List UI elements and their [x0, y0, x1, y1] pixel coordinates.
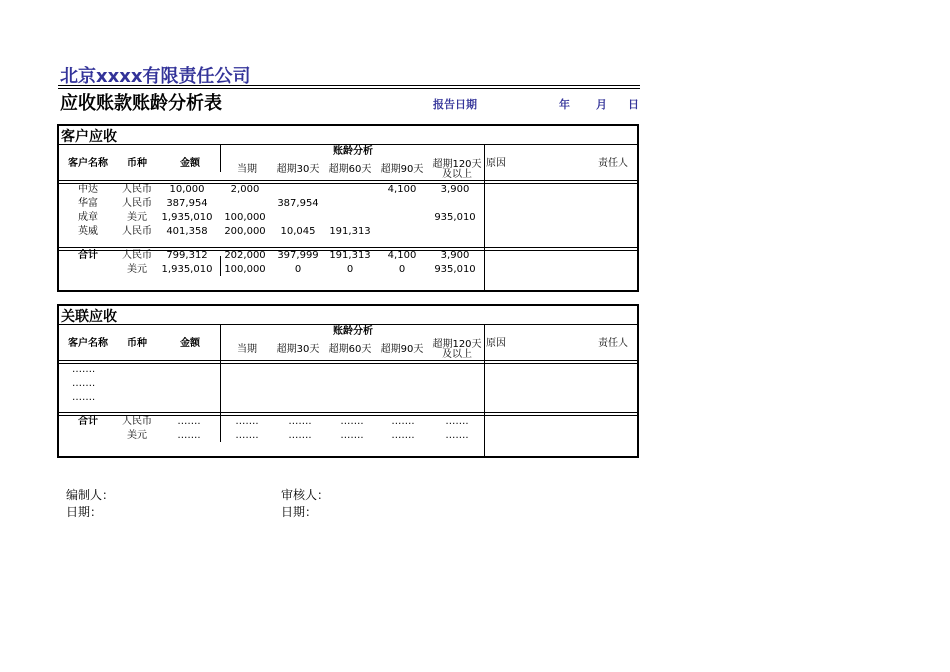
section-title: 关联应收: [61, 309, 117, 325]
cell-over90: 4,100: [387, 250, 417, 261]
amount-divider: [220, 324, 221, 442]
col-over60: 超期60天: [328, 164, 372, 175]
cell-amount: 401,358: [166, 226, 208, 237]
cell-over60: …….: [340, 430, 364, 441]
cell-over30: …….: [288, 416, 312, 427]
col-current: 当期: [237, 344, 257, 355]
col-over30: 超期30天: [276, 344, 320, 355]
col-over60: 超期60天: [328, 344, 372, 355]
cell-customer: 中达: [78, 184, 98, 195]
cell-amount: …….: [177, 416, 201, 427]
col-customer: 客户名称: [68, 338, 108, 349]
report-date-label: 报告日期: [433, 98, 477, 111]
report-month-label: 月: [596, 98, 607, 111]
cell-over120: 3,900: [440, 250, 470, 261]
reason-divider: [484, 144, 485, 290]
totals-label: 合计: [78, 250, 98, 261]
cell-amount: 387,954: [166, 198, 208, 209]
cell-current: …….: [235, 430, 259, 441]
cell-current: 2,000: [230, 184, 260, 195]
title-divider: [59, 324, 637, 325]
cell-over120: …….: [445, 416, 469, 427]
col-aging: 账龄分析: [333, 146, 373, 157]
cell-over90: 4,100: [387, 184, 417, 195]
preparer-label: 编制人：: [66, 488, 115, 502]
header-divider: [59, 360, 637, 364]
col-over120-line2: 及以上: [442, 169, 472, 180]
cell-over60: 191,313: [329, 250, 371, 261]
cell-current: 100,000: [224, 264, 266, 275]
cell-over90: …….: [391, 416, 415, 427]
cell-amount: 1,935,010: [161, 212, 213, 223]
col-currency: 币种: [127, 158, 147, 169]
col-reason: 原因: [486, 338, 506, 349]
cell-over30: 10,045: [280, 226, 316, 237]
cell-over120: …….: [445, 430, 469, 441]
cell-over30: …….: [288, 430, 312, 441]
report-year-label: 年: [559, 98, 570, 111]
col-amount: 金额: [180, 158, 200, 169]
list-item: …….: [72, 392, 96, 403]
cell-current: …….: [235, 416, 259, 427]
cell-customer: 华富: [78, 198, 98, 209]
col-over90: 超期90天: [380, 344, 424, 355]
totals-label: 合计: [78, 416, 98, 427]
preparer-date-label: 日期：: [66, 505, 103, 519]
cell-currency: 人民币: [122, 250, 152, 261]
amount-divider: [220, 144, 221, 172]
col-owner: 责任人: [598, 158, 628, 169]
cell-over30: 0: [294, 264, 302, 275]
title-divider: [59, 144, 637, 145]
related-receivables-table: [57, 304, 639, 458]
cell-over90: 0: [398, 264, 406, 275]
cell-currency: 美元: [127, 430, 147, 441]
cell-customer: 成章: [78, 212, 98, 223]
col-over120-line1: 超期120天: [432, 339, 482, 350]
list-item: …….: [72, 378, 96, 389]
cell-over60: 0: [346, 264, 354, 275]
cell-current: 100,000: [224, 212, 266, 223]
cell-currency: 人民币: [122, 416, 152, 427]
amount-divider-total: [220, 256, 221, 276]
col-currency: 币种: [127, 338, 147, 349]
cell-current: 202,000: [224, 250, 266, 261]
cell-over120: 935,010: [434, 264, 476, 275]
col-customer: 客户名称: [68, 158, 108, 169]
cell-currency: 美元: [127, 212, 147, 223]
cell-over30: 387,954: [277, 198, 319, 209]
cell-over120: 3,900: [440, 184, 470, 195]
col-over120-line2: 及以上: [442, 349, 472, 360]
col-current: 当期: [237, 164, 257, 175]
cell-over120: 935,010: [434, 212, 476, 223]
col-amount: 金额: [180, 338, 200, 349]
cell-amount: 1,935,010: [161, 264, 213, 275]
cell-over60: 191,313: [329, 226, 371, 237]
cell-over30: 397,999: [277, 250, 319, 261]
customer-receivables-table: [57, 124, 639, 292]
cell-current: 200,000: [224, 226, 266, 237]
reason-divider: [484, 324, 485, 456]
cell-currency: 人民币: [122, 226, 152, 237]
cell-amount: 799,312: [166, 250, 208, 261]
cell-currency: 美元: [127, 264, 147, 275]
cell-currency: 人民币: [122, 184, 152, 195]
cell-over90: …….: [391, 430, 415, 441]
section-title: 客户应收: [61, 129, 117, 145]
reviewer-label: 审核人：: [281, 488, 330, 502]
col-reason: 原因: [486, 158, 506, 169]
company-name: 北京xxxx有限责任公司: [60, 66, 251, 87]
document-title: 应收账款账龄分析表: [60, 93, 222, 114]
header-rule-top: [58, 85, 640, 86]
col-owner: 责任人: [598, 338, 628, 349]
col-over30: 超期30天: [276, 164, 320, 175]
report-day-label: 日: [628, 98, 639, 111]
list-item: …….: [72, 364, 96, 375]
col-aging: 账龄分析: [333, 326, 373, 337]
cell-amount: …….: [177, 430, 201, 441]
cell-over60: …….: [340, 416, 364, 427]
cell-currency: 人民币: [122, 198, 152, 209]
cell-customer: 英威: [78, 226, 98, 237]
reviewer-date-label: 日期：: [281, 505, 318, 519]
col-over90: 超期90天: [380, 164, 424, 175]
cell-amount: 10,000: [169, 184, 205, 195]
col-over120-line1: 超期120天: [432, 159, 482, 170]
